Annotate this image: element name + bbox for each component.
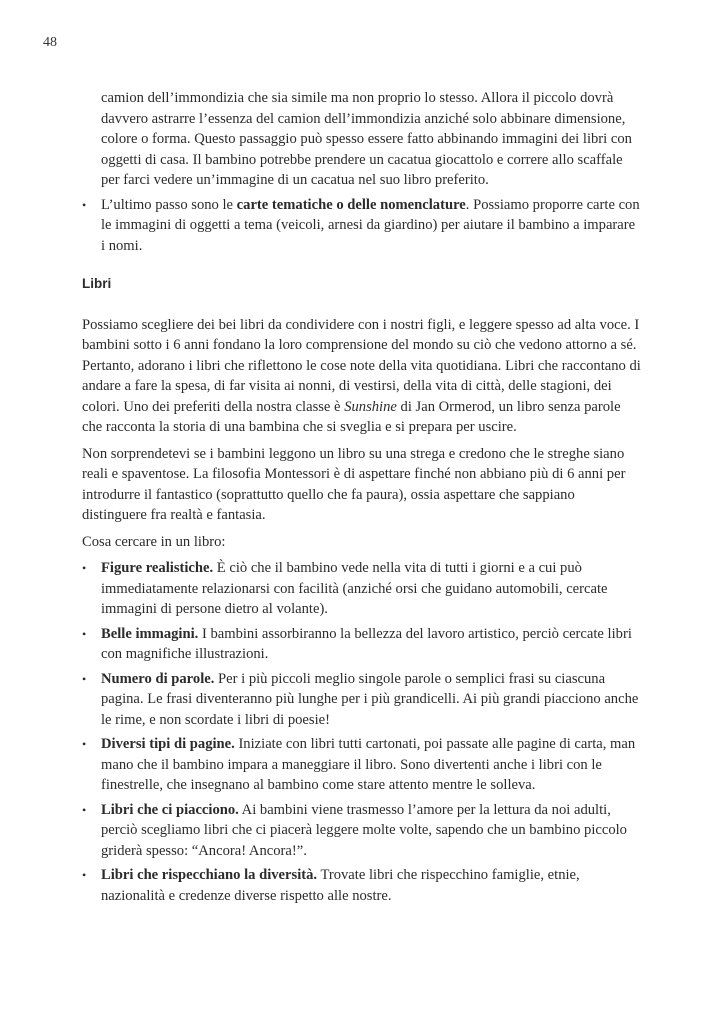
continued-paragraph: camion dell’immondizia che sia simile ma non proprio lo stesso. Allora il piccolo dovrà davvero astrarre l’essenza del camion dell’immondizia anziché solo abbinare dimensione, colore o forma. Questo passaggio può spesso essere fatto abbinando immagini dei libri con oggetti di casa. Il bambino potrebbe prendere un cacatua giocattolo e correre allo scaffale per farci vedere un’immagine di un cacatua nel suo libro preferito. bbox=[101, 90, 632, 188]
criterion-text: Ai bambini viene trasmesso l’amore per la lettura da noi adulti, perciò scegliamo libri che ci piacerà leggere molte volte, sapendo che un bambino piccolo griderà spesso: “Ancora! Ancora!”. bbox=[101, 801, 627, 859]
criterion-title: Numero di parole. bbox=[101, 670, 215, 687]
list-item bbox=[82, 669, 642, 731]
section-heading: Libri bbox=[82, 276, 112, 291]
intro-paragraph bbox=[82, 315, 642, 438]
bullet-icon: • bbox=[82, 671, 87, 686]
para1-post: di Jan Ormerod, un libro senza parole che racconta la storia di una bambina che si sveglia e si prepara per uscire. bbox=[82, 398, 621, 435]
bullet-icon: • bbox=[82, 626, 87, 641]
list-item bbox=[82, 558, 642, 620]
criterion-title: Libri che rispecchiano la diversità. bbox=[101, 867, 318, 883]
book-title: Sunshine bbox=[344, 398, 397, 415]
criterion-text: I bambini assorbiranno la bellezza del lavoro artistico, perciò cercate libri con magnifiche illustrazioni. bbox=[101, 625, 632, 662]
fantasy-paragraph: Non sorprendetevi se i bambini leggono un libro su una strega e credono che le streghe siano reali e spaventose. La filosofia Montessori è di aspettare finché non abbiano più di 6 anni per introdurre il fantastico (soprattutto quello che fa paura), ossia aspettare che sappiano distinguere fra realtà e fantasia. bbox=[82, 445, 626, 523]
last-step-post: . Possiamo proporre carte con le immagini di oggetti a tema (veicoli, arnesi da giardino) per aiutare il bambino a imparare i nomi. bbox=[101, 196, 640, 254]
list-item bbox=[82, 800, 642, 862]
bullet-icon: • bbox=[82, 868, 87, 882]
list-item bbox=[82, 624, 642, 665]
criterion-text: Iniziate con libri tutti cartonati, poi passate alle pagine di carta, man mano che il bambino impara a maneggiare il libro. Sono divertenti anche i libri con le finestrelle, che insegnano al bambino come stare attento mentre le solleva. bbox=[101, 736, 636, 793]
last-step-bold: carte tematiche o delle nomenclature bbox=[236, 196, 466, 213]
criterion-title: Figure realistiche. bbox=[101, 560, 214, 576]
bullet-icon: • bbox=[82, 197, 87, 212]
criterion-title: Diversi tipi di pagine. bbox=[101, 736, 235, 752]
bullet-icon: • bbox=[82, 737, 87, 751]
page-body bbox=[82, 88, 642, 910]
last-step-pre: L’ultimo passo sono le bbox=[101, 196, 237, 213]
criterion-text: È ciò che il bambino vede nella vita di tutti i giorni e a cui può immediatamente relazionarsi con facilità (anziché orsi che guidano automobili, cercate immagini di persone dietro al volante). bbox=[101, 560, 608, 617]
criteria-list bbox=[82, 558, 642, 906]
criterion-title: Belle immagini. bbox=[101, 625, 199, 642]
list-item bbox=[82, 865, 642, 906]
last-step-list bbox=[82, 195, 642, 257]
list-intro: Cosa cercare in un libro: bbox=[82, 533, 226, 550]
list-item bbox=[82, 734, 642, 796]
list-item bbox=[82, 195, 642, 257]
criterion-text: Per i più piccoli meglio singole parole o semplici frasi su ciascuna pagina. Le frasi diventeranno più lunghe per i più grandicelli. Ai più grandi piacciono anche le rime, e non scordate i libri di poesie! bbox=[101, 670, 639, 728]
criterion-text: Trovate libri che rispecchino famiglie, etnie, nazionalità e credenze diverse rispetto alle nostre. bbox=[101, 867, 580, 904]
bullet-icon: • bbox=[82, 802, 87, 817]
bullet-icon: • bbox=[82, 561, 87, 575]
para1-pre: Possiamo scegliere dei bei libri da condividere con i nostri figli, e leggere spesso ad alta voce. I bambini sotto i 6 anni fondano la loro comprensione del mondo su ciò che vedono attorno a sé. Pertanto, adorano i libri che riflettono le cose note della vita quotidiana. Libri che raccontano di andare a fare la spesa, di far visita ai nonni, di vestirsi, della vita di città, delle stagioni, dei colori. Uno dei preferiti della nostra classe è bbox=[82, 316, 641, 415]
page-number: 48 bbox=[43, 35, 57, 50]
criterion-title: Libri che ci piacciono. bbox=[101, 801, 239, 818]
